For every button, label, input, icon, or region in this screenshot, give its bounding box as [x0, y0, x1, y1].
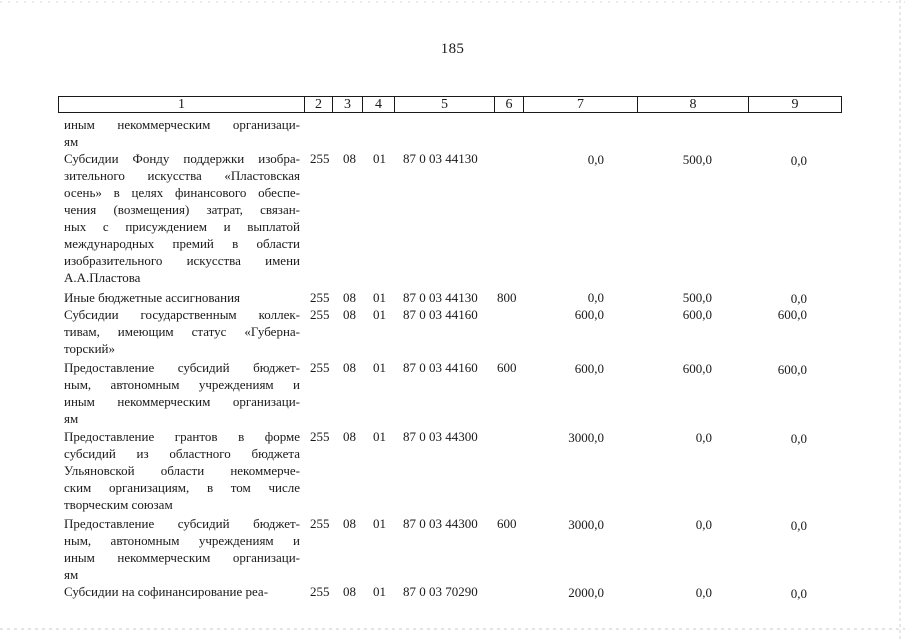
- cell-amount-col8: 500,0: [682, 290, 712, 305]
- cell-glava: 255: [310, 151, 330, 166]
- cell-amount-col9: 0,0: [790, 291, 807, 306]
- header-col-7: 7: [523, 96, 637, 113]
- description-line: ям: [64, 134, 79, 149]
- description-line: Иные бюджетные ассигнования: [64, 290, 241, 305]
- header-col-3: 3: [332, 96, 362, 113]
- scan-edge-bottom: [0, 628, 905, 630]
- description-line: ским организациям, в том числе: [64, 480, 300, 495]
- header-col-6: 6: [494, 96, 523, 113]
- cell-amount-col8: 500,0: [682, 152, 712, 167]
- cell-amount-col8: 0,0: [695, 430, 712, 445]
- cell-glava: 255: [310, 429, 330, 444]
- cell-amount-col9: 600,0: [777, 307, 807, 322]
- description-line: чения (возмещения) затрат, связан-: [64, 202, 300, 217]
- cell-amount-col7: 2000,0: [568, 585, 604, 600]
- header-col-4: 4: [362, 96, 394, 113]
- row-description: [64, 289, 300, 306]
- page-number: 185: [440, 41, 465, 57]
- cell-amount-col8: 0,0: [695, 585, 712, 600]
- cell-amount-col7: 3000,0: [568, 517, 604, 532]
- cell-razdel: 08: [343, 290, 356, 305]
- header-col-8: 8: [637, 96, 748, 113]
- header-col-9: 9: [748, 96, 842, 113]
- description-line: Предоставление субсидий бюджет-: [64, 516, 300, 531]
- row-description: [64, 150, 300, 286]
- cell-razdel: 08: [343, 307, 356, 322]
- description-line: Ульяновской области некоммерче-: [64, 463, 300, 478]
- cell-expense-type: 600: [497, 360, 517, 375]
- row-description: [64, 116, 300, 150]
- cell-amount-col7: 3000,0: [568, 430, 604, 445]
- cell-amount-col7: 0,0: [587, 152, 604, 167]
- description-line: творческим союзам: [64, 497, 173, 512]
- row-description: [64, 515, 300, 583]
- header-col-5: 5: [394, 96, 494, 113]
- cell-target-article: 87 0 03 44300: [403, 429, 478, 444]
- cell-amount-col7: 600,0: [574, 307, 604, 322]
- cell-amount-col9: 0,0: [790, 153, 807, 168]
- row-description: [64, 583, 300, 600]
- row-description: [64, 306, 300, 357]
- cell-amount-col8: 600,0: [682, 307, 712, 322]
- cell-target-article: 87 0 03 44160: [403, 360, 478, 375]
- description-line: изобразительного искусства имени: [64, 253, 300, 268]
- cell-amount-col9: 0,0: [790, 431, 807, 446]
- cell-target-article: 87 0 03 70290: [403, 584, 478, 599]
- cell-glava: 255: [310, 516, 330, 531]
- cell-amount-col8: 600,0: [682, 361, 712, 376]
- cell-razdel: 08: [343, 429, 356, 444]
- cell-expense-type: 600: [497, 516, 517, 531]
- cell-razdel: 08: [343, 516, 356, 531]
- header-col-1: 1: [58, 96, 304, 113]
- cell-amount-col7: 0,0: [587, 290, 604, 305]
- cell-amount-col9: 600,0: [777, 362, 807, 377]
- description-line: зительного искусства «Пластовская: [64, 168, 300, 183]
- cell-podrazdel: 01: [373, 151, 386, 166]
- cell-amount-col8: 0,0: [695, 517, 712, 532]
- description-line: Субсидии государственным коллек-: [64, 307, 300, 322]
- description-line: ным, автономным учреждениям и: [64, 533, 300, 548]
- cell-podrazdel: 01: [373, 307, 386, 322]
- cell-glava: 255: [310, 307, 330, 322]
- cell-target-article: 87 0 03 44130: [403, 290, 478, 305]
- cell-podrazdel: 01: [373, 584, 386, 599]
- description-line: ным, автономным учреждениям и: [64, 377, 300, 392]
- cell-glava: 255: [310, 360, 330, 375]
- description-line: Предоставление грантов в форме: [64, 429, 300, 444]
- cell-podrazdel: 01: [373, 429, 386, 444]
- cell-target-article: 87 0 03 44300: [403, 516, 478, 531]
- description-line: А.А.Пластова: [64, 270, 141, 285]
- row-description: [64, 359, 300, 427]
- cell-amount-col9: 0,0: [790, 518, 807, 533]
- description-line: ных с присуждением и выплатой: [64, 219, 300, 234]
- description-line: Субсидии Фонду поддержки изобра-: [64, 151, 300, 166]
- description-line: ям: [64, 411, 79, 426]
- table-header-row: [58, 96, 842, 113]
- description-line: торский»: [64, 341, 116, 356]
- description-line: международных премий в области: [64, 236, 300, 251]
- cell-target-article: 87 0 03 44160: [403, 307, 478, 322]
- cell-razdel: 08: [343, 360, 356, 375]
- header-col-2: 2: [304, 96, 332, 113]
- cell-glava: 255: [310, 584, 330, 599]
- cell-amount-col9: 0,0: [790, 586, 807, 601]
- cell-amount-col7: 600,0: [574, 361, 604, 376]
- cell-razdel: 08: [343, 151, 356, 166]
- description-line: тивам, имеющим статус «Губерна-: [64, 324, 300, 339]
- description-line: иным некоммерческим организаци-: [64, 117, 300, 132]
- cell-razdel: 08: [343, 584, 356, 599]
- description-line: иным некоммерческим организаци-: [64, 550, 300, 565]
- description-line: осень» в целях финансового обеспе-: [64, 185, 300, 200]
- description-line: субсидий из областного бюджета: [64, 446, 300, 461]
- scan-edge-right: [899, 0, 901, 640]
- cell-podrazdel: 01: [373, 360, 386, 375]
- cell-glava: 255: [310, 290, 330, 305]
- cell-podrazdel: 01: [373, 290, 386, 305]
- cell-target-article: 87 0 03 44130: [403, 151, 478, 166]
- cell-expense-type: 800: [497, 290, 517, 305]
- cell-podrazdel: 01: [373, 516, 386, 531]
- description-line: ям: [64, 567, 79, 582]
- scan-edge-top: [0, 1, 905, 3]
- description-line: Субсидии на софинансирование реа-: [64, 584, 269, 599]
- description-line: Предоставление субсидий бюджет-: [64, 360, 300, 375]
- row-description: [64, 428, 300, 513]
- description-line: иным некоммерческим организаци-: [64, 394, 300, 409]
